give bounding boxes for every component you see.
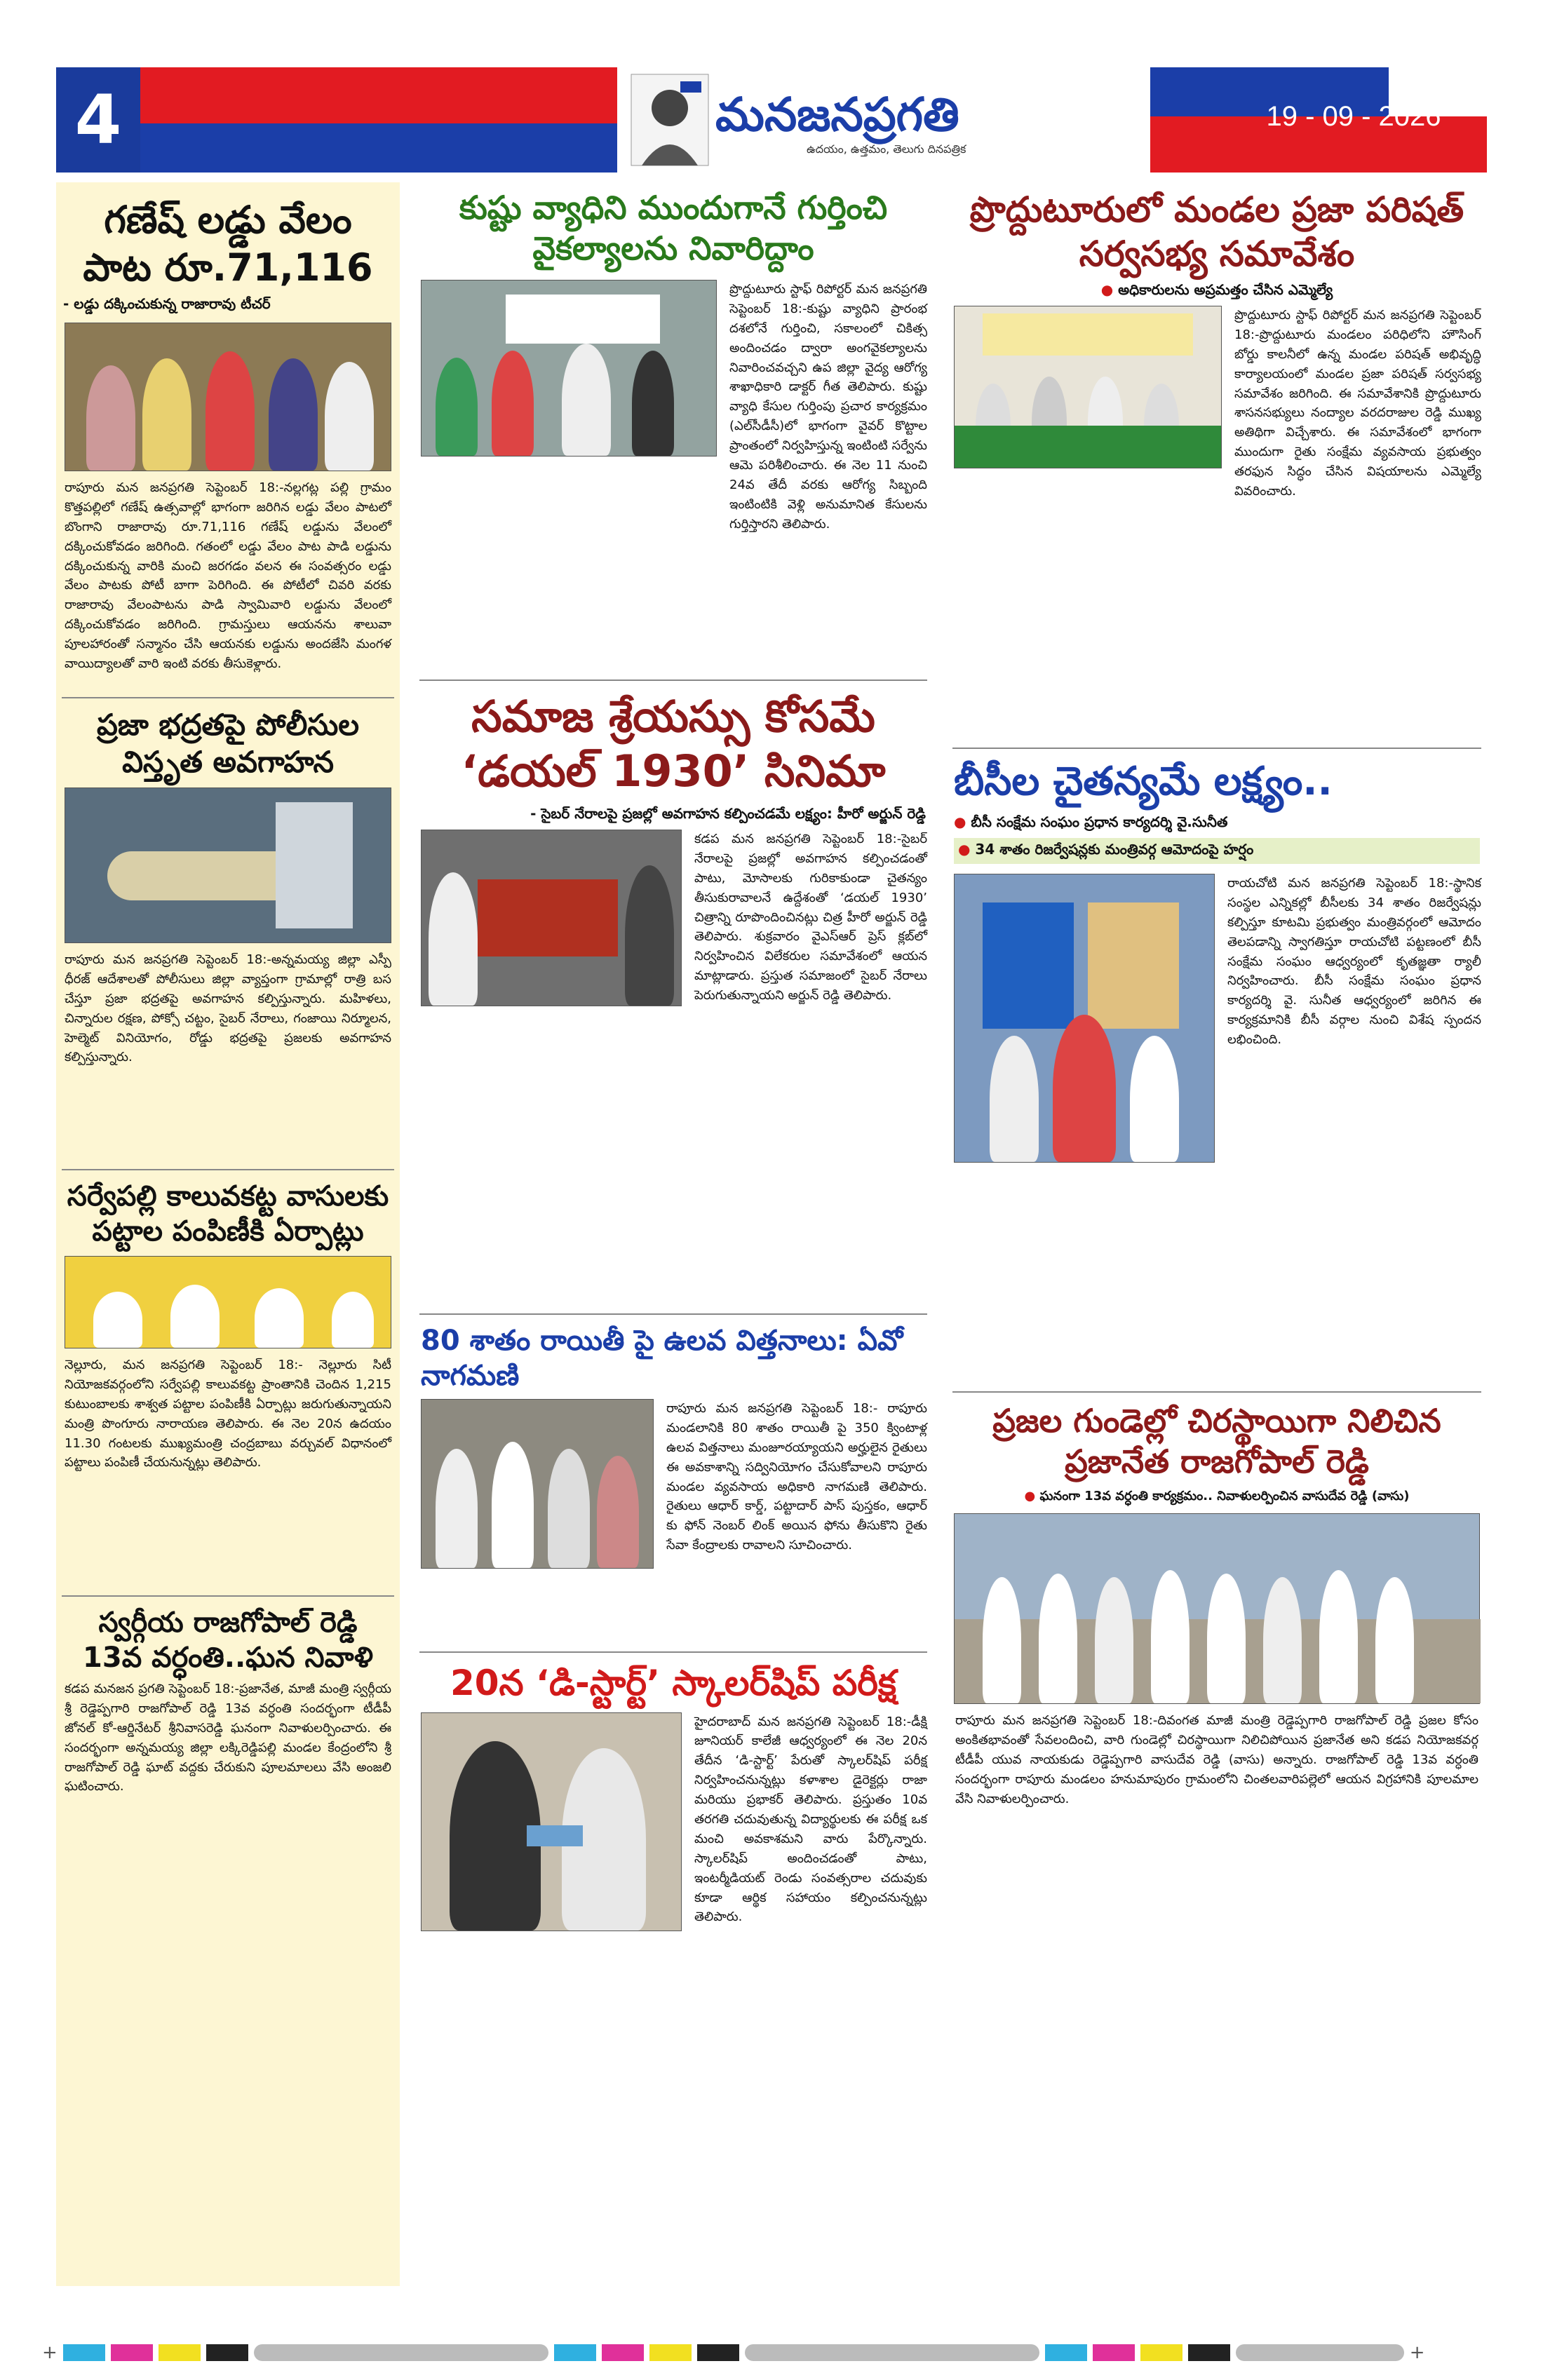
article-headline: సర్వేపల్లి కాలువకట్ట వాసులకు పట్టాల పంపిణీకి ఏర్పాట్లు xyxy=(67,1180,389,1248)
article-police-awareness xyxy=(56,707,400,1161)
article-headline: ప్రజల గుండెల్లో చిరస్థాయిగా నిలిచిన ప్రజానేత రాజగోపాల్ రెడ్డి xyxy=(992,1402,1441,1480)
article-body: రాపూరు మన జనప్రగతి సెప్టెంబర్ 18:- రాపూరు మండలానికి 80 శాతం రాయితీ పై 350 క్వింటాళ్ల ఉలవ విత్తనాలు మంజూరయ్యాయని అర్హులైన రైతులు ఈ అవకాశాన్ని సద్వినియోగం చేసుకోవాలని రాపూరు మండల వ్యవసాయ అధికారి నాగమణి తెలిపారు. రైతులు ఆధార్ కార్డ్, పట్టాదార్ పాస్ పుస్తకం, ఆధార్ కు ఫోన్ నెంబర్ లింక్ అయిన ఫోను తీసుకొని రైతు సేవా కేంద్రాలకు రావాలని సూచించారు. xyxy=(666,1401,927,1553)
article-body: కడప మన జనప్రగతి సెప్టెంబర్ 18:-సైబర్ నేరాలపై ప్రజల్లో అవగాహన కల్పించడంతో పాటు, మోసాలకు గురికాకుండా చైతన్యం తీసుకురావాలనే ఉద్దేశంతో ‘డయల్ 1930’ చిత్రాన్ని రూపొందించినట్లు చిత్ర హీరో అర్జున్ రెడ్డి తెలిపారు. శుక్రవారం వైఎస్ఆర్ ప్రెస్ క్లబ్‌లో నిర్వహించిన విలేకరుల సమావేశంలో ఆయన మాట్లాడారు. ప్రస్తుత సమాజంలో సైబర్ నేరాలు పెరుగుతున్నాయని అర్జున్ రెడ్డి తెలిపారు. xyxy=(694,832,927,1003)
article-body: ప్రొద్దుటూరు స్టాఫ్ రిపోర్టర్ మన జనప్రగతి సెప్టెంబర్ 18:-ప్రొద్దుటూరు మండలం పరిధిలోని హౌసింగ్ బోర్డు కాలనీలో ఉన్న మండల పరిషత్ అభివృద్ధి కార్యాలయంలో మండల ప్రజా పరిషత్ సర్వసభ్య సమావేశం జరిగింది. ఈ సమావేశానికి ప్రొద్దుటూరు శాసనసభ్యులు నంద్యాల వరదరాజుల రెడ్డి ముఖ్య అతిథిగా విచ్చేశారు. ఈ సమావేశంలో భాగంగా ముందుగా రైతు సంక్షేమ వ్యవసాయ ప్రభుత్వం తరఫున సిద్ధం చేసిన విషయాలను ఎమ్మెల్యే వివరించారు. xyxy=(1234,308,1481,499)
crosshair-icon: + xyxy=(1409,2342,1425,2363)
column-divider xyxy=(419,679,927,681)
issue-date: 19 - 09 - 2026 xyxy=(1266,101,1441,132)
column-divider xyxy=(952,748,1481,749)
article-body: రాయచోటి మన జనప్రగతి సెప్టెంబర్ 18:-స్థానిక సంస్థల ఎన్నికల్లో బీసీలకు 34 శాతం రిజర్వేషన్లు కల్పిస్తూ కూటమి ప్రభుత్వం మంత్రివర్గంలో ఆమోదం తెలపడాన్ని స్వాగతిస్తూ రాయచోటి పట్టణంలో బీసీ సంక్షేమ సంఘం ఆధ్వర్యంలో కృతజ్ఞతా ర్యాలీ నిర్వహించారు. బీసీ సంక్షేమ సంఘం ప్రధాన కార్యదర్శి వై. సునీత ఆధ్వర్యంలో జరిగిన ఈ కార్యక్రమానికి బీసీ వర్గాల నుంచి విశేష స్పందన లభించింది. xyxy=(1227,876,1481,1048)
column-divider xyxy=(419,1313,927,1315)
masthead-red-band xyxy=(140,67,645,123)
film-poster-photo xyxy=(421,830,682,1006)
right-column xyxy=(947,182,1487,2080)
article-body-continued xyxy=(422,1935,924,2076)
article-body: రాపూరు మన జనప్రగతి సెప్టెంబర్ 18:-నల్లగట్ల పల్లి గ్రామం కొత్తపల్లిలో గణేష్ ఉత్సవాల్లో భాగంగా జరిగిన లడ్డు వేలం పాటలో బొంగాని రాజారావు రూ.71,116 గణేష్ లడ్డును వేలంలో దక్కించుకోవడం జరిగింది. గతంలో లడ్డు వేలం పాట పాడి లడ్డును దక్కించుకున్న వారికి మంచి జరగడం వలన ఈ సంవత్సరం లడ్డు వేలం పాటకు పోటీ బాగా పెరిగింది. ఈ పోటీలో చివరి వరకు రాజారావు వేలంపాటను పాడి స్వామివారి లడ్డును వేలంలో దక్కించుకోవడం జరిగింది. గ్రామస్తులు ఆయనను శాలువా పూలహారంతో సన్మానం చేసి ఆయనకు లడ్డును అందజేసి మంగళ వాయిద్యాలతో వారి ఇంటి వరకు తీసుకెళ్లారు. xyxy=(65,480,391,672)
print-registration-bar xyxy=(42,2342,1501,2363)
tribute-group-photo xyxy=(954,1513,1480,1704)
crosshair-icon: + xyxy=(42,2342,58,2363)
article-scholarship-exam xyxy=(414,1661,933,2076)
police-awareness-photo xyxy=(65,787,391,943)
page-number: 4 xyxy=(56,67,140,173)
article-headline: గణేష్ లడ్డు వేలం పాట రూ.71,116 xyxy=(83,198,373,290)
meeting-photo xyxy=(954,306,1222,468)
article-headline: సమాజ శ్రేయస్సు కోసమే ‘డయల్ 1930’ సినిమా xyxy=(461,691,886,797)
article-headline: ప్రొద్దుటూరులో మండల ప్రజా పరిషత్ సర్వసభ్య సమావేశం xyxy=(969,189,1464,274)
scholarship-photo xyxy=(421,1712,682,1931)
masthead xyxy=(56,67,1487,173)
article-rajagopal-tribute xyxy=(56,1605,400,1974)
newspaper-tagline: ఉదయం, ఉత్తమం, తెలుగు దినపత్రిక xyxy=(807,142,966,156)
middle-column xyxy=(414,182,933,2080)
article-body: ప్రొద్దుటూరు స్టాఫ్ రిపోర్టర్ మన జనప్రగతి సెప్టెంబర్ 18:-కుష్టు వ్యాధిని ప్రారంభ దశలోనే గుర్తించి, సకాలంలో చికిత్స అందించడం ద్వారా అంగవైకల్యాలను నివారించవచ్చని ఉప జిల్లా వైద్య ఆరోగ్య శాఖాధికారి డాక్టర్ గీత తెలిపారు. కుష్టు వ్యాధి కేసుల గుర్తింపు ప్రచార కార్యక్రమం (ఎల్‌సీడీసీ)లో భాగంగా వైవర్ కొట్టాల ప్రాంతంలో నిర్వహిస్తున్న ఇంటింటి సర్వేను ఆమె పరిశీలించారు. ఈ నెల 11 నుంచి 24వ తేదీ వరకు ఆరోగ్య సిబ్బంది ఇంటింటికి వెళ్లి అనుమానిత కేసులను గుర్తిస్తారని తెలిపారు. xyxy=(729,282,927,532)
article-rajagopal-leader xyxy=(947,1401,1487,2076)
article-body-continued xyxy=(422,1010,924,1305)
article-body-continued xyxy=(422,1573,924,1643)
article-headline: కుష్టు వ్యాధిని ముందుగానే గుర్తించి వైకల్యాలను నివారిద్దాం xyxy=(459,189,888,267)
article-mandal-meeting xyxy=(947,188,1487,739)
article-subheadline: - సైబర్ నేరాలపై ప్రజల్లో అవగాహన కల్పించడమే లక్ష్యం: హీరో అర్జున్ రెడ్డి xyxy=(530,805,926,822)
left-column xyxy=(56,182,400,2286)
founder-portrait-icon xyxy=(631,74,708,165)
column-divider xyxy=(62,697,394,698)
masthead-blue-band xyxy=(140,123,659,173)
article-headline: 20న ‘డి-స్టార్ట్’ స్కాలర్‌షిప్ పరీక్ష xyxy=(450,1663,897,1703)
newspaper-title: మనజనప్రగతి xyxy=(715,87,959,142)
article-body: కడప మనజన ప్రగతి సెప్టెంబర్ 18:-ప్రజానేత, మాజీ మంత్రి స్వర్గీయ శ్రీ రెడ్డెప్పగారి రాజగోపాల్ రెడ్డి 13వ వర్ధంతి సందర్భంగా టీడీపీ జోనల్ కో-ఆర్డినేటర్ శ్రీనివాసరెడ్డి ఘనంగా నివాళులర్పించారు. ఈ సందర్భంగా అన్నమయ్య జిల్లా లక్కిరెడ్డిపల్లి మండల కేంద్రంలోని శ్రీ రాజగోపాల్ రెడ్డి ఘాట్ వద్దకు చేరుకుని పూలమాలలు వేసి అంజలి ఘటించారు. xyxy=(65,1682,391,1794)
article-subheadline: - లడ్డు దక్కించుకున్న రాజారావు టీచర్ xyxy=(63,295,271,312)
column-divider xyxy=(62,1169,394,1170)
article-body: రాపూరు మన జనప్రగతి సెప్టెంబర్ 18:-దివంగత మాజీ మంత్రి రెడ్డెప్పగారి రాజగోపాల్ రెడ్డి ప్రజల కోసం అంకితభావంతో సేవలందించి, వారి గుండెల్లో చిరస్థాయిగా నిలిచిపోయిన ప్రజానేత అని కడప నియోజకవర్గ టీడీపీ యువ నాయకుడు రెడ్డెప్పగారి వాసుదేవ రెడ్డి (వాసు) అన్నారు. రాజగోపాల్ రెడ్డి 13వ వర్ధంతి సందర్భంగా రాపూరు మండలం హనుమాపురం గ్రామంలోని చింతలవారిపల్లెలో ఆయన విగ్రహానికి పూలమాల వేసి నివాళులర్పించారు. xyxy=(955,1713,1478,1806)
article-ganesh-laddu xyxy=(56,196,400,689)
article-bc-awareness xyxy=(947,757,1487,1383)
article-headline: ప్రజా భద్రతపై పోలీసుల విస్తృత అవగాహన xyxy=(96,708,360,779)
article-subheadline: ● అధికారులను అప్రమత్తం చేసిన ఎమ్మెల్యే xyxy=(1100,281,1333,298)
article-bullet-1: ● బీసీ సంక్షేమ సంఘం ప్రధాన కార్యదర్శి వై.సునీత xyxy=(954,813,1228,830)
article-headline: స్వర్గీయ రాజగోపాల్ రెడ్డి 13వ వర్ధంతి..ఘన నివాళి xyxy=(83,1607,373,1674)
article-body-continued xyxy=(955,473,1478,739)
article-subheadline: ● ఘనంగా 13వ వర్ధంతి కార్యక్రమం.. నివాళులర్పించిన వాసుదేవ రెడ్డి (వాసు) xyxy=(1024,1489,1410,1503)
newspaper-logo xyxy=(617,67,1150,173)
seed-distribution-photo xyxy=(421,1399,654,1569)
column-divider xyxy=(952,1391,1481,1393)
leprosy-survey-photo xyxy=(421,280,717,457)
article-horse-gram-seeds xyxy=(414,1323,933,1643)
press-meet-photo xyxy=(65,1256,391,1348)
article-leprosy xyxy=(414,188,933,671)
article-body-continued xyxy=(955,1172,1478,1383)
article-headline: 80 శాతం రాయితీ పై ఉలవ విత్తనాలు: ఏవో నాగమణి xyxy=(421,1325,903,1392)
article-dial-1930 xyxy=(414,689,933,1305)
column-divider xyxy=(62,1595,394,1597)
article-body: హైదరాబాద్ మన జనప్రగతి సెప్టెంబర్ 18:-డీక్షి జూనియర్ కాలేజీ ఆధ్వర్యంలో ఈ నెల 20న తేదీన ‘డి-స్టార్ట్’ పేరుతో స్కాలర్‌షిప్ పరీక్ష నిర్వహించనున్నట్లు కళాశాల డైరెక్టర్లు రాజా మరియు ప్రభాకర్ తెలిపారు. ప్రస్తుతం 10వ తరగతి చదువుతున్న విద్యార్థులకు ఈ పరీక్ష ఒక మంచి అవకాశమని వారు పేర్కొన్నారు. స్కాలర్‌షిప్ అందించడంతో పాటు, ఇంటర్మీడియట్ రెండు సంవత్సరాల చదువుకు కూడా ఆర్థిక సహాయం కల్పించనున్నట్లు తెలిపారు. xyxy=(694,1714,927,1925)
article-body: రాపూరు మన జనప్రగతి సెప్టెంబర్ 18:-అన్నమయ్య జిల్లా ఎస్పీ ధీరజ్ ఆదేశాలతో పోలీసులు జిల్లా వ్యాప్తంగా గ్రామాల్లో రాత్రి బస చేస్తూ ప్రజా భద్రతపై అవగాహన కల్పిస్తున్నారు. మహిళలు, చిన్నారుల రక్షణ, పోక్సో చట్టం, సైబర్ నేరాలు, గంజాయి నిర్మూలన, హెల్మెట్ వినియోగం, రోడ్డు భద్రతపై ప్రజలకు అవగాహన కల్పిస్తున్నారు. xyxy=(65,952,391,1065)
article-sarvepalli-pattalu xyxy=(56,1179,400,1587)
article-body: నెల్లూరు, మన జనప్రగతి సెప్టెంబర్ 18:- నెల్లూరు సిటీ నియోజకవర్గంలోని సర్వేపల్లి కాలువకట్ట ప్రాంతానికి చెందిన 1,215 కుటుంబాలకు శాశ్వత పట్టాల పంపిణీకి ఏర్పాట్లు జరుగుతున్నాయని మంత్రి పొంగూరు నారాయణ తెలిపారు. ఈ నెల 20న ఉదయం 11.30 గంటలకు ముఖ్యమంత్రి చంద్రబాబు వర్చువల్ విధానంలో పట్టాలు పంపిణీ చేయనున్నట్లు తెలిపారు. xyxy=(65,1358,391,1470)
column-divider xyxy=(419,1651,927,1653)
bc-rally-photo xyxy=(954,874,1215,1163)
laddu-auction-photo xyxy=(65,323,391,471)
article-bullet-2: ● 34 శాతం రిజర్వేషన్లకు మంత్రివర్గ ఆమోదంపై హర్షం xyxy=(954,838,1480,864)
article-headline: బీసీల చైతన్యమే లక్ష్యం.. xyxy=(954,759,1333,804)
